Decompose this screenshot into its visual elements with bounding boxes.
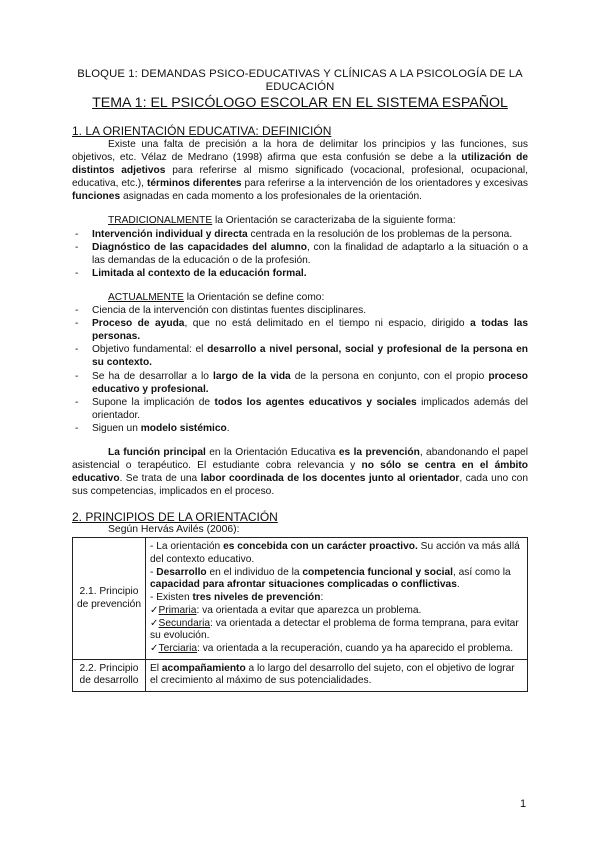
section-1-intro: Existe una falta de precisión a la hora de delimitar los principios y las funciones, sus objetivos, etc. Vélaz de Medrano (1998) afirma que esta confusión se debe a la utilización de distintos adjetivos para referirse al mismo significado (vocacional, profesional, ocupacional, educativa, etc.), términos diferentes para referirse a la intervención de los orientadores y excesivas funciones asignadas en cada momento a los profesionales de la orientación. — [72, 139, 529, 203]
prevention-level-secondary: ✓Secundaria: va orientada a detectar el problema de forma temprana, para evitar su evolución. — [150, 617, 519, 642]
table-cell-label: 2.1. Principio de prevención — [73, 538, 146, 659]
check-icon: ✓ — [150, 617, 159, 629]
section-2-heading: 2. PRINCIPIOS DE LA ORIENTACIÓN — [72, 510, 278, 525]
table-line: El acompañamiento a lo largo del desarrollo del sujeto, con el objetivo de lograr el crecimiento al máximo de sus potencialidades. — [150, 662, 515, 687]
table-cell-content — [146, 538, 528, 659]
list-item: - Objetivo fundamental: el desarrollo a nivel personal, social y profesional de la persona en su contexto. — [72, 343, 528, 369]
table-line: - La orientación es concebida con un carácter proactivo. Su acción va más allá del contexto educativo. — [150, 541, 520, 566]
closing-paragraph: La función principal en la Orientación Educativa es la prevención, abandonando el papel asistencial o terapéutico. El estudiante cobra relevancia y no sólo se centra en el ámbito educativo. Se trata de una labor coordinada de los docentes junto al orientador, cada uno con sus competencias, implicados en el proceso. — [72, 446, 528, 498]
document-page — [72, 68, 528, 692]
traditional-list — [72, 228, 528, 280]
list-item: - Limitada al contexto de la educación formal. — [72, 267, 528, 280]
principles-table — [72, 537, 528, 692]
block-title: BLOQUE 1: DEMANDAS PSICO-EDUCATIVAS Y CLÍNICAS A LA PSICOLOGÍA DE LA EDUCACIÓN — [77, 68, 523, 93]
list-item: - Proceso de ayuda, que no está delimitado en el tiempo ni espacio, dirigido a todas las personas. — [72, 317, 528, 343]
current-list — [72, 304, 528, 435]
prevention-level-tertiary: ✓Terciaria: va orientada a la recuperación, cuando ya ha aparecido el problema. — [150, 642, 514, 654]
list-item: - Diagnóstico de las capacidades del alumno, con la finalidad de adaptarlo a la situación o a las demandas de la educación o de la profesión. — [72, 241, 528, 267]
section-1-heading: 1. LA ORIENTACIÓN EDUCATIVA: DEFINICIÓN — [72, 124, 332, 138]
check-icon: ✓ — [150, 642, 159, 654]
table-cell-content — [146, 659, 528, 691]
table-line: - Existen tres niveles de prevención: — [150, 592, 324, 604]
current-intro: ACTUALMENTE la Orientación se define como: — [108, 291, 325, 303]
section-2-source: Según Hervás Avilés (2006): — [108, 524, 240, 536]
list-item: - Ciencia de la intervención con distintas fuentes disciplinares. — [72, 304, 528, 317]
prevention-level-primary: ✓Primaria: va orientada a evitar que aparezca un problema. — [150, 604, 422, 616]
list-item: - Siguen un modelo sistémico. — [72, 422, 528, 435]
list-item: - Se ha de desarrollar a lo largo de la vida de la persona en conjunto, con el propio proceso educativo y profesional. — [72, 370, 528, 396]
table-row — [73, 538, 528, 659]
topic-title: TEMA 1: EL PSICÓLOGO ESCOLAR EN EL SISTEMA ESPAÑOL — [92, 95, 508, 111]
traditional-intro: TRADICIONALMENTE la Orientación se caracterizaba de la siguiente forma: — [108, 215, 456, 227]
table-row — [73, 659, 528, 691]
table-cell-label: 2.2. Principio de desarrollo — [73, 659, 146, 691]
check-icon: ✓ — [150, 604, 159, 616]
table-line: - Desarrollo en el individuo de la competencia funcional y social, así como la capacidad para afrontar situaciones complicadas o conflictivas. — [150, 566, 511, 591]
list-item: - Supone la implicación de todos los agentes educativos y sociales implicados además del orientador. — [72, 396, 528, 422]
list-item: - Intervención individual y directa centrada en la resolución de los problemas de la persona. — [72, 228, 528, 241]
page-number: 1 — [520, 798, 527, 810]
